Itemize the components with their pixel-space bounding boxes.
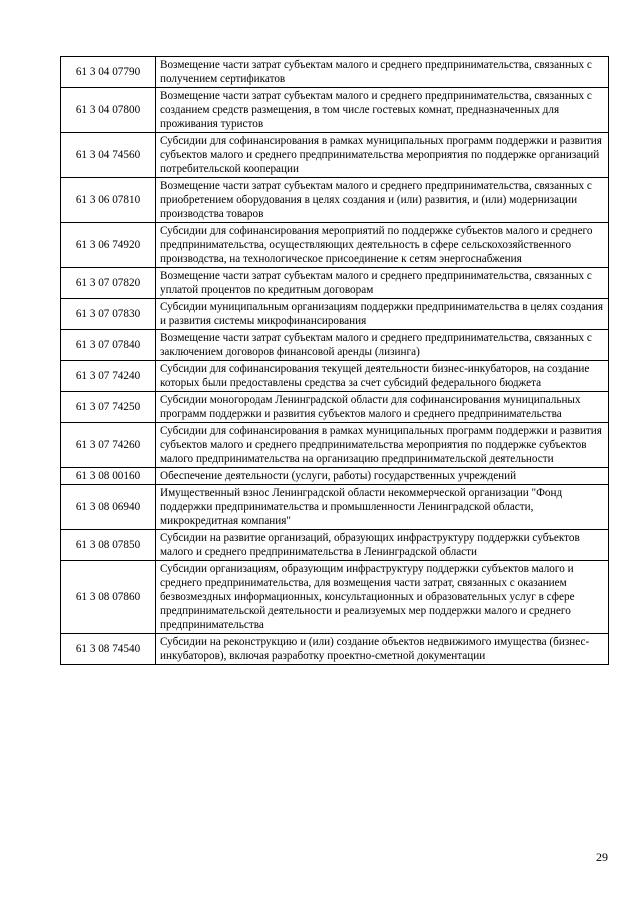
row-code: 61 3 08 00160 xyxy=(61,468,156,485)
table-row xyxy=(61,223,609,268)
row-code: 61 3 08 07850 xyxy=(61,530,156,561)
row-code: 61 3 04 74560 xyxy=(61,133,156,178)
row-description: Субсидии на развитие организаций, образующих инфраструктуру поддержки субъектов малого и среднего предпринимательства в Ленинградской области xyxy=(156,530,609,561)
row-description: Субсидии организациям, образующим инфраструктуру поддержки субъектов малого и среднего предпринимательства, для возмещения части затрат, связанных с оказанием безвозмездных информационных, консультационных и образовательных услуг в сфере предпринимательской деятельности и реализуемых мер поддержки малого и среднего предпринимательства xyxy=(156,561,609,634)
table-row xyxy=(61,57,609,88)
row-description: Имущественный взнос Ленинградской области некоммерческой организации "Фонд поддержки предпринимательства и промышленности Ленинградской области, микрокредитная компания" xyxy=(156,485,609,530)
row-description: Обеспечение деятельности (услуги, работы) государственных учреждений xyxy=(156,468,609,485)
table-row xyxy=(61,530,609,561)
row-description: Возмещение части затрат субъектам малого и среднего предпринимательства, связанных с уплатой процентов по кредитным договорам xyxy=(156,268,609,299)
row-code: 61 3 06 07810 xyxy=(61,178,156,223)
row-code: 61 3 04 07790 xyxy=(61,57,156,88)
row-description: Возмещение части затрат субъектам малого и среднего предпринимательства, связанных с приобретением оборудования в целях создания и (или) развития, и (или) модернизации производства товаров xyxy=(156,178,609,223)
page-number: 29 xyxy=(596,850,608,864)
row-code: 61 3 08 74540 xyxy=(61,634,156,665)
table-row xyxy=(61,468,609,485)
table-row xyxy=(61,634,609,665)
row-code: 61 3 07 07830 xyxy=(61,299,156,330)
row-description: Возмещение части затрат субъектам малого и среднего предпринимательства, связанных с созданием средств размещения, в том числе гостевых комнат, предназначенных для проживания туристов xyxy=(156,88,609,133)
table-row xyxy=(61,330,609,361)
row-code: 61 3 07 74240 xyxy=(61,361,156,392)
row-code: 61 3 07 74260 xyxy=(61,423,156,468)
table-row xyxy=(61,133,609,178)
row-description: Субсидии для софинансирования в рамках муниципальных программ поддержки и развития субъектов малого и среднего предпринимательства мероприятия по поддержке организаций потребительской кооперации xyxy=(156,133,609,178)
budget-code-table xyxy=(60,56,609,665)
table-row xyxy=(61,485,609,530)
table-row xyxy=(61,392,609,423)
table-row xyxy=(61,299,609,330)
row-code: 61 3 07 07840 xyxy=(61,330,156,361)
row-description: Субсидии на реконструкцию и (или) создание объектов недвижимого имущества (бизнес-инкубаторов), включая разработку проектно-сметной документации xyxy=(156,634,609,665)
row-description: Субсидии для софинансирования текущей деятельности бизнес-инкубаторов, на создание которых были предоставлены средства за счет субсидий федерального бюджета xyxy=(156,361,609,392)
table-row xyxy=(61,423,609,468)
table-row xyxy=(61,88,609,133)
table-row xyxy=(61,561,609,634)
row-description: Возмещение части затрат субъектам малого и среднего предпринимательства, связанных с заключением договоров финансовой аренды (лизинга) xyxy=(156,330,609,361)
table-row xyxy=(61,361,609,392)
row-description: Субсидии для софинансирования в рамках муниципальных программ поддержки и развития субъектов малого и среднего предпринимательства мероприятия по поддержке субъектов малого предпринимательства на организацию предпринимательской деятельности xyxy=(156,423,609,468)
row-description: Субсидии моногородам Ленинградской области для софинансирования муниципальных программ поддержки и развития субъектов малого и среднего предпринимательства xyxy=(156,392,609,423)
row-code: 61 3 08 06940 xyxy=(61,485,156,530)
table-row xyxy=(61,178,609,223)
table-body xyxy=(61,57,609,665)
row-code: 61 3 04 07800 xyxy=(61,88,156,133)
row-code: 61 3 07 74250 xyxy=(61,392,156,423)
row-code: 61 3 08 07860 xyxy=(61,561,156,634)
row-code: 61 3 07 07820 xyxy=(61,268,156,299)
row-description: Субсидии муниципальным организациям поддержки предпринимательства в целях создания и развития системы микрофинансирования xyxy=(156,299,609,330)
row-description: Возмещение части затрат субъектам малого и среднего предпринимательства, связанных с получением сертификатов xyxy=(156,57,609,88)
table-row xyxy=(61,268,609,299)
row-description: Субсидии для софинансирования мероприятий по поддержке субъектов малого и среднего предпринимательства, осуществляющих деятельность в сфере сельскохозяйственного производства, на технологическое присоединение к сетям энергоснабжения xyxy=(156,223,609,268)
row-code: 61 3 06 74920 xyxy=(61,223,156,268)
